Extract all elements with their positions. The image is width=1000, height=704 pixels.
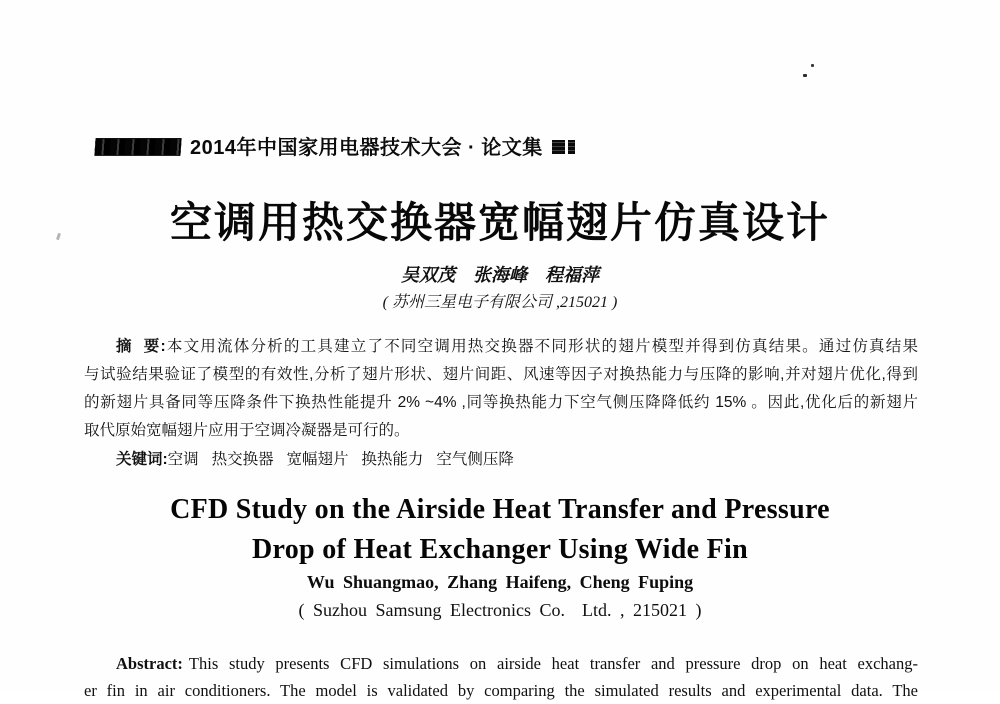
abstract-chinese-line: 的新翅片具备同等压降条件下换热性能提升 2% ~4% ,同等换热能力下空气侧压降降低约 15% 。因此,优化后的新翅片 xyxy=(84,394,918,411)
abstract-english-line-clipped: er fin in air conditioners. The model is validated by comparing the simulated results and experimental data. The xyxy=(84,681,918,700)
keywords-label-chinese: 关键词: xyxy=(116,451,168,468)
header-decoration-left-icon xyxy=(94,139,181,155)
abstract-english-line xyxy=(84,650,918,677)
abstract-chinese-text: 本文用流体分析的工具建立了不同空调用热交换器不同形状的翅片模型并得到仿真结果。通过仿真结果 xyxy=(165,338,918,355)
paper-title-chinese: 空调用热交换器宽幅翅片仿真设计 xyxy=(169,199,830,246)
abstract-label-english: Abstract: xyxy=(116,654,183,673)
paper-title-english-line1: CFD Study on the Airside Heat Transfer and Pressure xyxy=(170,494,830,525)
proceedings-header xyxy=(95,131,575,160)
keywords-chinese-text: 空调 热交换器 宽幅翅片 换热能力 空气侧压降 xyxy=(167,451,514,468)
authors-chinese: 吴双茂 张海峰 程福萍 xyxy=(401,265,599,285)
header-decoration-right-icon xyxy=(552,140,575,154)
keywords-chinese xyxy=(84,446,918,474)
abstract-english xyxy=(84,650,918,704)
proceedings-title: 2014年中国家用电器技术大会 · 论文集 xyxy=(190,137,543,159)
affiliation-english: ( Suzhou Samsung Electronics Co. Ltd. , 215021 ) xyxy=(298,600,702,620)
abstract-chinese-line: 取代原始宽幅翅片应用于空调冷凝器是可行的。 xyxy=(84,422,410,439)
authors-english: Wu Shuangmao, Zhang Haifeng, Cheng Fuping xyxy=(306,572,694,592)
affiliation-chinese: ( 苏州三星电子有限公司 ,215021 ) xyxy=(382,294,618,311)
abstract-english-text: This study presents CFD simulations on airside heat transfer and pressure drop on heat exchang- xyxy=(188,654,918,673)
abstract-label-chinese: 摘 要: xyxy=(116,338,166,355)
abstract-chinese xyxy=(84,333,918,445)
scan-speck-icon xyxy=(811,64,814,67)
abstract-chinese-line: 与试验结果验证了模型的有效性,分析了翅片形状、翅片间距、风速等因子对换热能力与压降的影响,并对翅片优化,得到 xyxy=(84,366,918,383)
paper-title-english-line2: Drop of Heat Exchanger Using Wide Fin xyxy=(252,534,748,565)
scan-speck-icon xyxy=(803,74,807,77)
abstract-chinese-line xyxy=(84,333,918,361)
